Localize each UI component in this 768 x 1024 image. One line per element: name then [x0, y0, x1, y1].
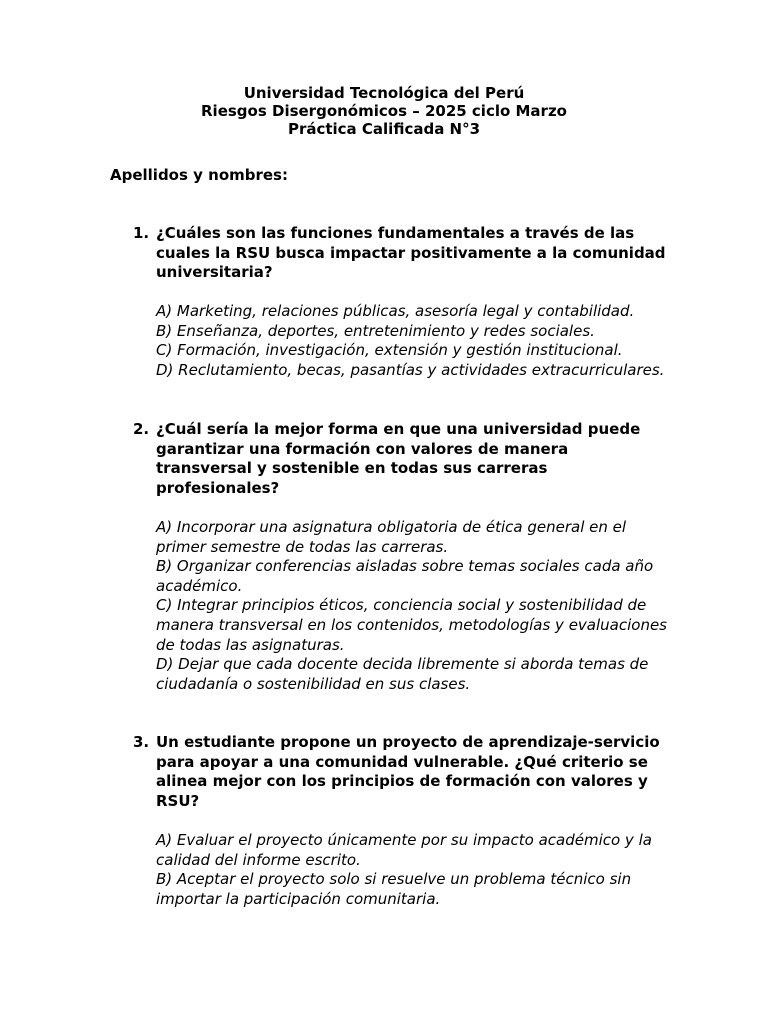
student-name-label: Apellidos y nombres:: [110, 166, 288, 184]
option-d: D) Dejar que cada docente decida libremente si aborda temas de ciudadanía o sostenibilidad en sus clases.: [156, 655, 649, 693]
question-1-options: [156, 302, 668, 380]
option-b: B) Enseñanza, deportes, entretenimiento y redes sociales.: [156, 321, 595, 340]
question-number: 2.: [133, 420, 150, 438]
option-b: B) Organizar conferencias aisladas sobre temas sociales cada año académico.: [156, 557, 654, 595]
option-a: A) Incorporar una asignatura obligatoria de ética general en el primer semestre de todas las carreras.: [156, 518, 627, 556]
option-c: C) Formación, investigación, extensión y gestión institucional.: [156, 341, 623, 360]
question-text: ¿Cuáles son las funciones fundamentales a través de las cuales la RSU busca impactar positivamente a la comunidad universitaria?: [156, 224, 666, 282]
option-c: C) Integrar principios éticos, conciencia social y sostenibilidad de manera transversal en los contenidos, metodologías y evaluaciones de todas las asignaturas.: [156, 596, 667, 654]
assessment-title: Práctica Calificada N°3: [287, 120, 481, 138]
course-title: Riesgos Disergonómicos – 2025 ciclo Marzo: [201, 102, 567, 120]
option-d: D) Reclutamiento, becas, pasantías y actividades extracurriculares.: [156, 360, 665, 379]
question-2-options: [156, 518, 668, 694]
option-a: A) Evaluar el proyecto únicamente por su impacto académico y la calidad del informe escrito.: [156, 831, 652, 869]
question-number: 1.: [133, 224, 150, 242]
option-b: B) Aceptar el proyecto solo si resuelve un problema técnico sin importar la participación comunitaria.: [156, 870, 632, 908]
option-a: A) Marketing, relaciones públicas, asesoría legal y contabilidad.: [156, 302, 635, 320]
question-3-options: [156, 831, 668, 909]
university-name: Universidad Tecnológica del Perú: [243, 84, 525, 102]
question-number: 3.: [133, 733, 150, 751]
document-header: [0, 84, 768, 138]
question-text: ¿Cuál sería la mejor forma en que una universidad puede garantizar una formación con valores de manera transversal y sostenible en todas sus carreras profesionales?: [156, 420, 641, 497]
question-text: Un estudiante propone un proyecto de aprendizaje-servicio para apoyar a una comunidad vulnerable. ¿Qué criterio se alinea mejor con los principios de formación con valores y RSU?: [156, 733, 660, 810]
